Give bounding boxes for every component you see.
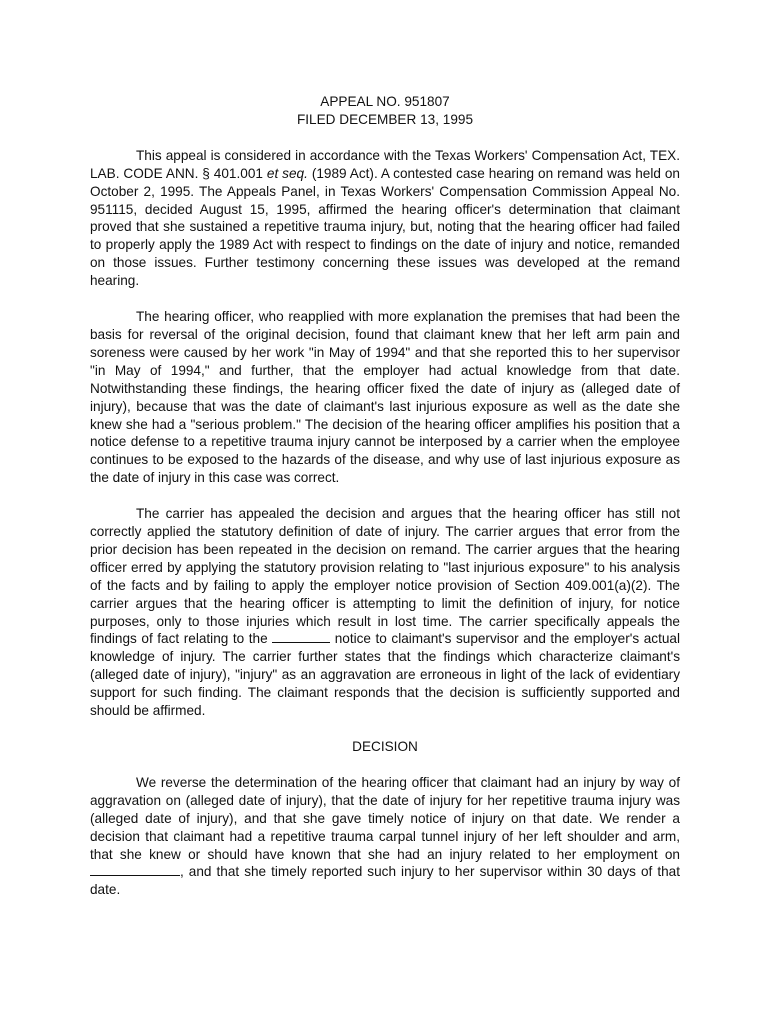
paragraph-intro-text-b: (1989 Act). A contested case hearing on remand was held on October 2, 1995. The Appeals Panel, in Texas Workers' Compensation Commission Appeal No. 951115, decided August 15, 1995, affirmed the hearing officer's determination that claimant proved that she sustained a repetitive trauma injury, but, noting that the hearing officer had failed to properly apply the 1989 Act with respect to findings on the date of injury and notice, remanded on those issues. Further testimony concerning these issues was developed at the remand hearing.: [90, 165, 680, 289]
paragraph-intro: [90, 147, 680, 290]
redacted-date-blank: [90, 863, 180, 876]
et-seq-italic: et seq.: [266, 165, 308, 181]
appeal-number: APPEAL NO. 951807: [320, 94, 450, 109]
filed-date: FILED DECEMBER 13, 1995: [296, 111, 474, 127]
paragraph-decision-text-b: , and that she timely reported such injury to her supervisor within 30 days of that date.: [90, 864, 680, 898]
paragraph-carrier-appeal: [90, 505, 680, 720]
decision-title: DECISION: [352, 739, 418, 754]
redacted-blank: [272, 630, 330, 643]
paragraph-decision: [90, 774, 680, 899]
paragraph-carrier-text-b: notice to claimant's supervisor and the employer's actual knowledge of injury. The carrier further states that the findings which characterize claimant's (alleged date of injury), "injury" as an aggravation are erroneous in light of the lack of evidentiary support for such finding. The claimant responds that the decision is sufficiently supported and should be affirmed.: [90, 631, 680, 719]
paragraph-hearing-officer: The hearing officer, who reapplied with more explanation the premises that had been the basis for reversal of the original decision, found that claimant knew that her left arm pain and soreness were caused by her work "in May of 1994" and that she reported this to her supervisor "in May of 1994," and further, that the employer had actual knowledge from that date. Notwithstanding these findings, the hearing officer fixed the date of injury as (alleged date of injury), because that was the date of claimant's last injurious exposure as well as the date she knew she had a "serious problem." The decision of the hearing officer amplifies his position that a notice defense to a repetitive trauma injury cannot be interposed by a carrier when the employee continues to be exposed to the hazards of the disease, and why use of last injurious exposure as the date of injury in this case was correct.: [90, 309, 680, 486]
paragraph-intro-text-a: This appeal is considered in accordance with the Texas Workers' Compensation Act, TEX. LAB. CODE ANN. § 401.001: [90, 147, 680, 181]
document-heading: [90, 93, 680, 129]
paragraph-carrier-text-a: The carrier has appealed the decision and argues that the hearing officer has still not correctly applied the statutory definition of date of injury. The carrier argues that error from the prior decision has been repeated in the decision on remand. The carrier argues that the hearing officer erred by applying the statutory provision relating to "last injurious exposure" to his analysis of the facts and by failing to apply the employer notice provision of Section 409.001(a)(2). The carrier argues that the hearing officer is attempting to limit the definition of injury, for notice purposes, only to those injuries which result in lost time. The carrier specifically appeals the findings of fact relating to the: [90, 506, 680, 647]
paragraph-decision-text-a: We reverse the determination of the hearing officer that claimant had an injury by way of aggravation on (alleged date of injury), that the date of injury for her repetitive trauma injury was (alleged date of injury), and that she gave timely notice of injury on that date. We render a decision that claimant had a repetitive trauma carpal tunnel injury of her left shoulder and arm, that she knew or should have known that she had an injury related to her employment on: [90, 774, 680, 862]
document-page: [90, 93, 680, 917]
